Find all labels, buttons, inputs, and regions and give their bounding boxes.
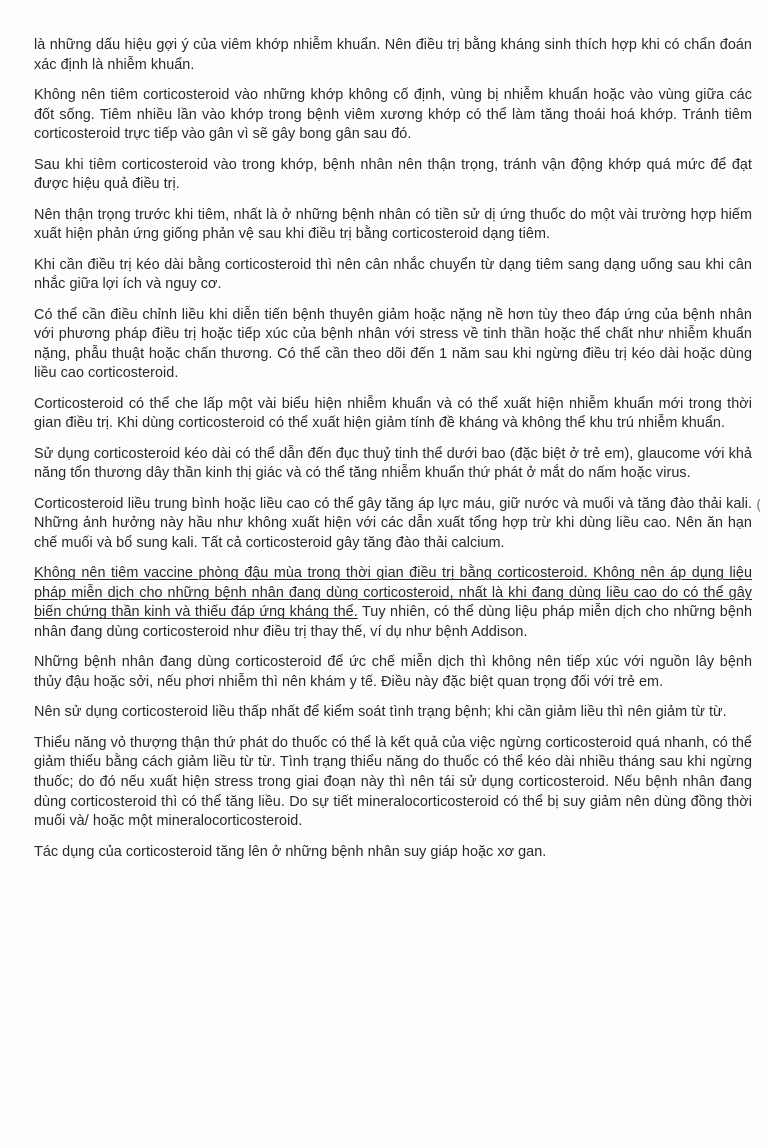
text-line: mineralocorticosteroid. bbox=[156, 813, 303, 830]
text-line: Những bệnh nhân đang dùng corticosteroid để ức chế miễn dịch thì không nên tiếp xúc với nguồn bbox=[34, 654, 690, 671]
paragraph-after-injection bbox=[34, 156, 752, 195]
text-line: glaucome với khả năng tổn thương dây thần kinh thị giác và có thể tăng nhiễm khuẩn thứ phát ở bbox=[34, 445, 752, 482]
text-line: nhanh, có thể giảm thiểu bằng cách giảm liều từ từ. Tình trạng thiểu năng do thuốc có thể kéo dài bbox=[34, 734, 752, 771]
text-line: trường hợp hiếm xuất hiện phản ứng giống phản vệ sau khi điều trị bằng corticosteroid dạng bbox=[34, 206, 753, 243]
text-line: thoái hoá khớp. Tránh tiêm corticosteroid trực tiếp vào gân vì sẽ gây bong gân sau đó. bbox=[34, 106, 752, 143]
text-line: dụng corticosteroid. Nếu bệnh nhân đang dùng corticosteroid thì có thể tăng liều. Do sự tiết bbox=[34, 773, 752, 810]
text-line: mineralocorticosteroid có thể bị suy giảm nên dùng đồng thời muối và/ hoặc một bbox=[34, 793, 752, 830]
text-line: sau khi cân nhắc giữa lợi ích và nguy cơ. bbox=[34, 256, 752, 293]
text-line: Corticosteroid có thể che lấp một vài biểu hiện nhiễm khuẩn và có thể xuất hiện nhiễm khuẩn mới bbox=[34, 395, 684, 412]
text-line: Có thể cần điều chỉnh liều khi diễn tiến bệnh thuyên giảm hoặc nặng nề hơn tùy theo đáp ứng bbox=[34, 306, 650, 323]
text-line: vùng giữa các đốt sống. Tiêm nhiều lần vào khớp trong bệnh viêm xương khớp có thể làm tăng bbox=[34, 86, 752, 123]
scan-edge-mark: ( bbox=[756, 498, 762, 514]
text-line: có chẩn đoán xác định là nhiễm khuẩn. bbox=[34, 37, 752, 73]
text-line: nhiều tháng sau khi ngừng thuốc; do đó nếu xuất hiện stress trong giai đoạn này thì nên tái sử bbox=[34, 754, 752, 790]
text-line: Không nên tiêm corticosteroid vào những khớp không cố định, vùng bị nhiễm khuẩn hoặc vào bbox=[34, 86, 654, 103]
text-line: Nên thận trọng trước khi tiêm, nhất là ở những bệnh nhân có tiền sử dị ứng thuốc do một vài bbox=[34, 206, 638, 223]
text-line: đào thải kali. Những ảnh hưởng này hầu như không xuất hiện với các dẫn xuất tổng hợp trừ khi bbox=[34, 495, 752, 532]
text-line: của bệnh nhân với phương pháp điều trị hoặc tiếp xúc của bệnh nhân với stress về tinh thần bbox=[34, 306, 752, 343]
paragraph-lowest-dose bbox=[34, 703, 752, 723]
paragraph-dose-adjustment bbox=[34, 306, 752, 384]
paragraph-hypothyroidism bbox=[34, 843, 752, 863]
paragraph-allergy-caution bbox=[34, 206, 752, 245]
paragraph-long-term-treatment bbox=[34, 256, 752, 295]
text-line: Khi cần điều trị kéo dài bằng corticosteroid thì nên cân nhắc chuyển từ dạng tiêm sang dạng uống bbox=[34, 256, 673, 273]
paragraph-blood-pressure bbox=[34, 495, 752, 554]
text-line: Tác dụng của corticosteroid tăng lên ở những bệnh nhân suy giáp hoặc xơ gan. bbox=[34, 843, 547, 860]
text-line: Sử dụng corticosteroid kéo dài có thể dẫn đến đục thuỷ tinh thể dưới bao (đặc biệt ở trẻ em), bbox=[34, 445, 634, 462]
paragraph-septic-arthritis bbox=[34, 36, 752, 75]
text-line: lây bệnh thủy đậu hoặc sởi, nếu phơi nhiễm thì nên khám y tế. Điều này đặc biệt quan trọng đối bbox=[34, 654, 752, 690]
paragraph-cataract-glaucoma bbox=[34, 445, 752, 484]
text-line: Nên sử dụng corticosteroid liều thấp nhất để kiểm soát tình trạng bệnh; khi cần giảm liều thì nên bbox=[34, 704, 652, 721]
paragraph-injection-sites bbox=[34, 86, 752, 145]
paragraph-vaccination bbox=[34, 564, 752, 642]
text-line: với trẻ em. bbox=[593, 674, 664, 690]
text-line: khu trú nhiễm khuẩn. bbox=[589, 415, 726, 432]
text-line: trong thời gian điều trị. Khi dùng corticosteroid có thể xuất hiện giảm tính đề kháng và không thể bbox=[34, 395, 752, 432]
paragraph-adrenal-insufficiency bbox=[34, 734, 752, 832]
text-line: Thiểu năng vỏ thượng thận thứ phát do thuốc có thể là kết quả của việc ngừng corticosteroid quá bbox=[34, 734, 660, 751]
underlined-warning: Không nên tiêm vaccine phòng đậu mùa trong thời gian điều trị bằng corticosteroid. Không nên áp dụng liệu pháp miễn dịch cho những bệnh nhân đang dùng corticosteroid, nhất là khi đang dùng liều cao do có thể gây biến chứng thần kinh và thiếu đáp ứng kháng thể. bbox=[34, 565, 752, 621]
text-run: Tuy nhiên, có thể dùng liệu pháp miễn dịch cho những bệnh nhân đang dùng corticosteroid như điều trị thay thế, ví dụ như bệnh Addison. bbox=[34, 604, 752, 641]
paragraph-chickenpox-measles bbox=[34, 653, 752, 692]
text-line: dùng liều cao. Nên ăn hạn chế muối và bổ sung kali. Tất cả corticosteroid gây tăng đào thải bbox=[34, 515, 752, 551]
text-line: calcium. bbox=[451, 534, 505, 551]
text-line: Sau khi tiêm corticosteroid vào trong khớp, bệnh nhân nên thận trọng, tránh vận động khớp quá bbox=[34, 156, 671, 173]
text-line: tiêm. bbox=[518, 226, 551, 243]
text-line: năm sau khi ngừng điều trị kéo dài hoặc dùng liều cao corticosteroid. bbox=[34, 345, 752, 382]
text-line: giảm từ từ. bbox=[655, 704, 727, 721]
text-line: mắt do nấm hoặc virus. bbox=[540, 465, 691, 482]
text-line: là những dấu hiệu gợi ý của viêm khớp nhiễm khuẩn. Nên điều trị bằng kháng sinh thích hợp khi bbox=[34, 37, 660, 53]
text-line: mức để đạt được hiệu quả điều trị. bbox=[34, 156, 752, 193]
text-line: Corticosteroid liều trung bình hoặc liều cao có thể gây tăng áp lực máu, giữ nước và muối và tăng bbox=[34, 495, 666, 512]
paragraph-infection-masking bbox=[34, 395, 752, 434]
text-line: hoặc thể chất như nhiễm khuẩn nặng, phẫu thuật hoặc chấn thương. Có thể cần theo dõi đến 1 bbox=[34, 326, 752, 362]
document-body bbox=[34, 36, 752, 873]
